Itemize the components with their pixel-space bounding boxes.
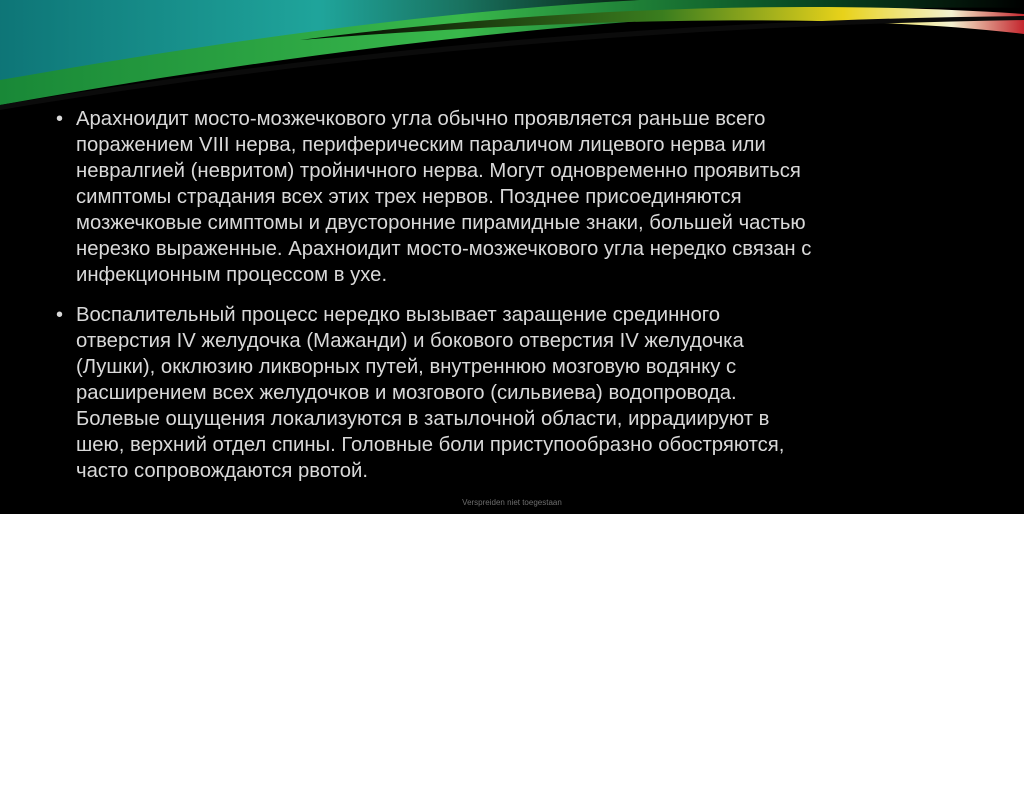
bullet-text: Воспалительный процесс нередко вызывает заращение срединного отверстия IV желудочка (Мажанди) и бокового отверстия IV желудочка (Лушки), окклюзию ликворных путей, внутреннюю мозговую водянку с расширением всех желудочков и мозгового (сильвиева) водопровода. Болевые ощущения локализуются в затылочной области, иррадиируют в шею, верхний отдел спины. Головные боли приступообразно обостряются, часто сопровождаются рвотой. — [76, 304, 785, 482]
bullet-marker: • — [56, 304, 64, 326]
decorative-swoosh-banner — [0, 0, 1024, 110]
bullet-item — [56, 302, 966, 484]
bullet-marker: • — [56, 108, 64, 130]
bullet-text: Арахноидит мосто-мозжечкового угла обычно проявляется раньше всего поражением VIII нерва, периферическим параличом лицевого нерва или невралгией (невритом) тройничного нерва. Могут одновременно проявиться симптомы страдания всех этих трех нервов. Позднее присоединяются мозжечковые симптомы и двусторонние пирамидные знаки, большей частью нерезко выраженные. Арахноидит мосто-мозжечкового угла нередко связан с инфекционным процессом в ухе. — [76, 108, 812, 286]
bullet-list — [56, 106, 966, 498]
bullet-item — [56, 106, 966, 288]
blank-area — [0, 514, 1024, 800]
watermark: Verspreiden niet toegestaan — [462, 498, 562, 507]
